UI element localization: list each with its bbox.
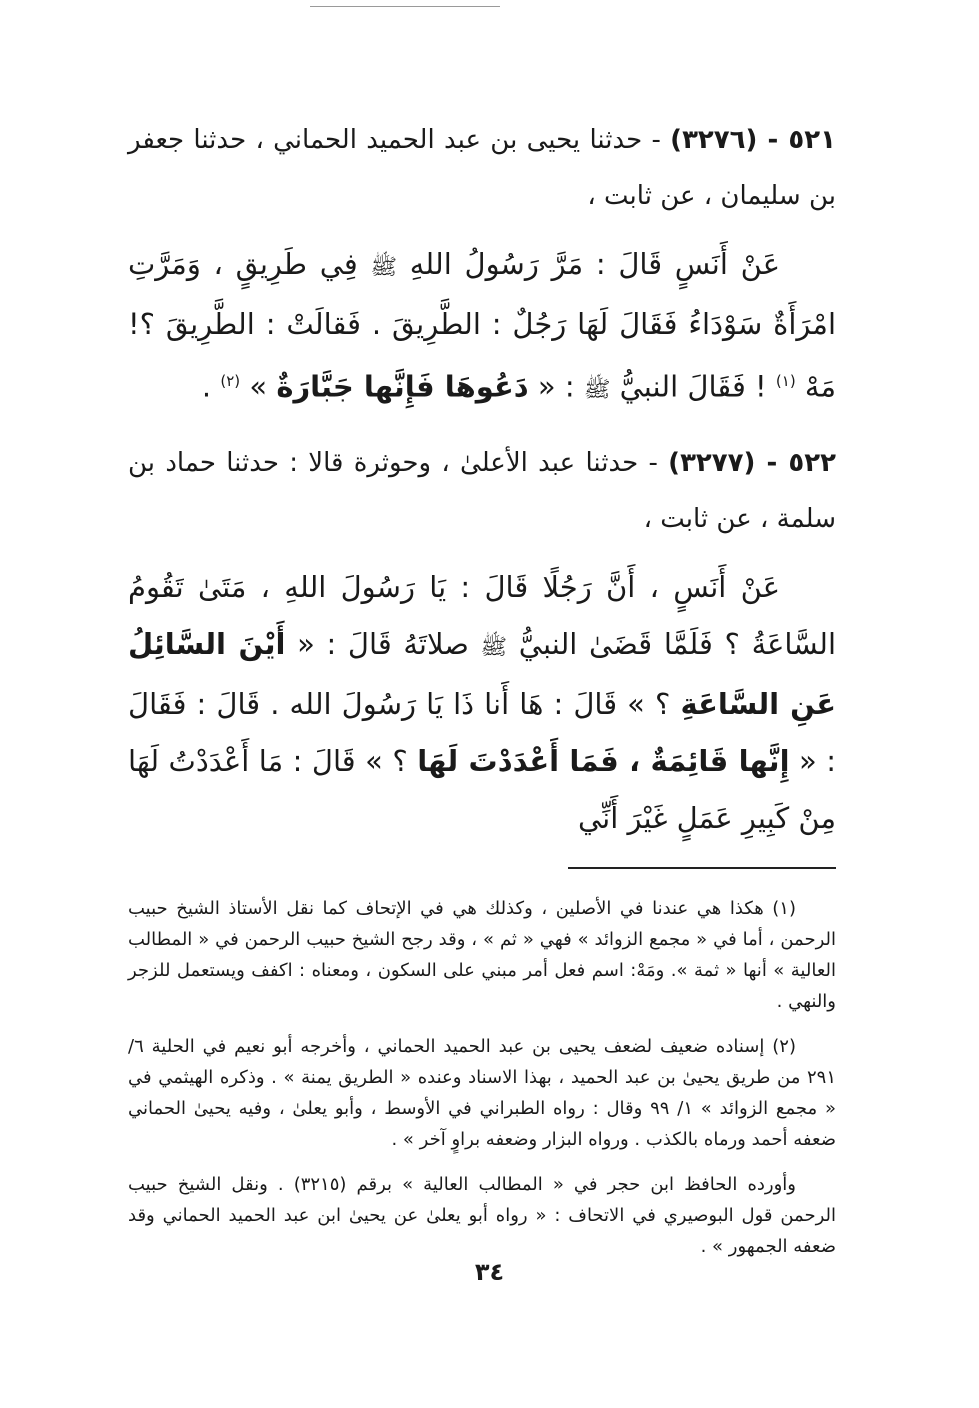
footnote-marker-2: (٢) [220, 372, 241, 390]
footnote-2: (٢) إسناده ضعيف لضعف يحيى بن عبد الحميد الحماني ، وأخرجه أبو نعيم في الحلية ٦/ ٢٩١ من طريق يحيىٰ بن عبد الحميد ، بهذا الاسناد وعنده « الطريق يمنة » . وذكره الهيثمي في « مجمع الزوائد » ١/ ٩٩ وقال : رواه الطبراني في الأوسط ، وأبو يعلىٰ ، وفيه يحيىٰ الحماني ضعفه أحمد ورماه بالكذب . ورواه البزار وضعفه براوٍ آخر » . [128, 1035, 836, 1150]
hadith-521-isnad [128, 112, 836, 224]
hadith-521-number: ٥٢١ - (٣٢٧٦) [670, 125, 837, 155]
footnote-1: (١) هكذا هي عندنا في الأصلين ، وكذلك هي في الإتحاف كما نقل الأستاذ الشيخ حبيب الرحمن ، أما في « مجمع الزوائد » فهي « ثم » ، وقد رجح الشيخ حبيب الرحمن في « المطالب العالية » أنها « ثمة ». ومَهْ: اسم فعل أمر مبني على السكون ، ومعناه : اكفف ويستعمل للزجر والنهي . [128, 897, 836, 1012]
footnote-2-continued: وأورده الحافظ ابن حجر في « المطالب العالية » برقم (٣٢١٥) . ونقل الشيخ حبيب الرحمن قول البوصيري في الاتحاف : « رواه أبو يعلىٰ عن يحيىٰ ابن عبد الحميد الحماني وقد ضعفه الجمهور » . [128, 1173, 836, 1257]
hadith-522-text-part2: صلاتَهُ قَالَ : « [285, 626, 481, 661]
footnote-divider [568, 867, 836, 869]
hadith-522-number: ٥٢٢ - (٣٢٧٧) [668, 447, 836, 478]
hadith-521-text-part2: فِي طَرِيقٍ ، وَمَرَّتِ امْرَأَةٌ سَوْدَاءُ فَقَالَ لَهَا رَجُلٌ : الطَّرِيقَ . فَقالَتْ : الطَّرِيقَ ؟! مَهْ [128, 247, 836, 404]
hadith-522-chain: - حدثنا عبد الأعلىٰ ، وحوثرة قالا : حدثنا حماد بن سلمة ، عن ثابت ، [128, 447, 836, 534]
hadith-522-text-part1: عَنْ أَنَسٍ ، أَنَّ رَجُلًا قَالَ : يَا رَسُولَ اللهِ ، مَتَىٰ تَقُومُ السَّاعَةُ ؟ فَلَمَّا قَضَىٰ النبيُّ [128, 569, 837, 661]
page-body [128, 112, 836, 1276]
prophetic-quote: دَعُوهَا فَإِنَّها جَبَّارَةٌ [276, 369, 529, 404]
hadith-521-text-part5: » [240, 369, 277, 404]
hadith-522-text-part3: ؟ » قَالَ : هَا أَنا ذَا يَا رَسُولَ الله . قَالَ : فَقَالَ : « [128, 686, 836, 778]
prophetic-quote-2: إِنَّها قَائِمَةٌ ، فَمَا أَعْدَدْتَ لَهَا [417, 743, 790, 778]
prophetic-quote-1: أَيْنَ السَّائِلُ عَنِ السَّاعَةِ [128, 626, 836, 721]
hadith-522-text [128, 559, 836, 847]
hadith-521-text [128, 236, 836, 419]
salutation-symbol: ﷺ [583, 377, 611, 403]
footnote-marker-1: (١) [775, 372, 796, 390]
salutation-symbol: ﷺ [370, 255, 398, 280]
hadith-521-text-part1: عَنْ أَنَسٍ قَالَ : مَرَّ رَسُولُ اللهِ [409, 247, 781, 281]
hadith-521-text-end: . [201, 369, 221, 404]
top-rule [310, 6, 500, 7]
hadith-521-text-part4: : « [528, 369, 584, 404]
hadith-522-text-part4: ؟ » قَالَ : مَا أَعْدَدْتُ لَهَا مِنْ كَبِيرِ عَمَلٍ غَيْرَ أَنِّي [128, 743, 836, 835]
page-number: ٣٤ [474, 1258, 505, 1286]
salutation-symbol: ﷺ [480, 634, 508, 660]
hadith-521-chain: - حدثنا يحيى بن عبد الحميد الحماني ، حدثنا جعفر بن سليمان ، عن ثابت ، [128, 125, 836, 211]
hadith-522-isnad [128, 435, 836, 547]
hadith-521-text-part3: ! فَقَالَ النبيُّ [610, 369, 776, 404]
